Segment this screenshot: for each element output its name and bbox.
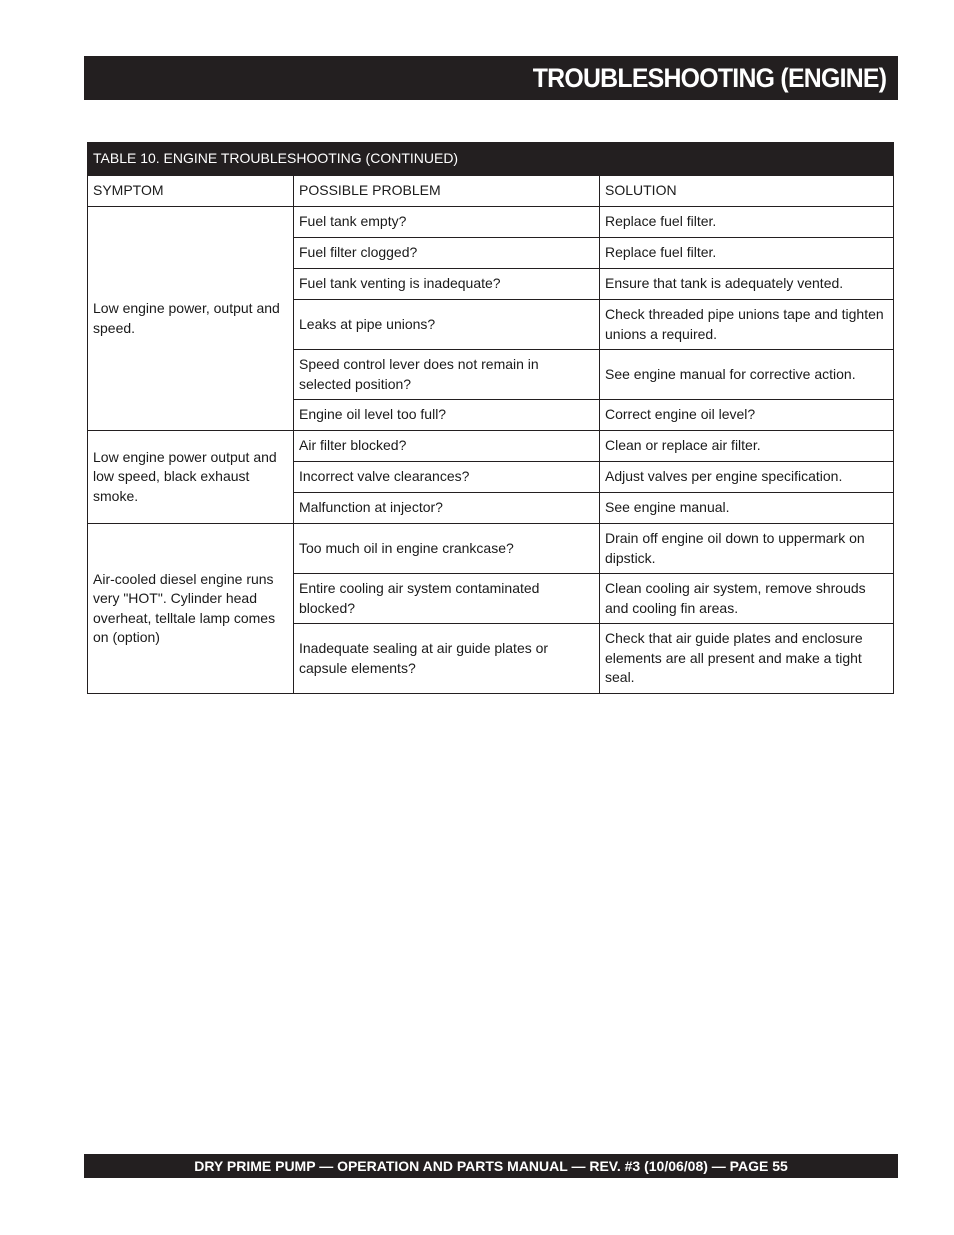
- table-row: [88, 207, 894, 238]
- table-caption: TABLE 10. ENGINE TROUBLESHOOTING (CONTINUED): [88, 143, 894, 176]
- solution-cell: See engine manual.: [600, 493, 894, 524]
- problem-cell: Too much oil in engine crankcase?: [294, 524, 600, 574]
- column-header-solution: SOLUTION: [600, 176, 894, 207]
- solution-cell: Clean cooling air system, remove shrouds and cooling fin areas.: [600, 574, 894, 624]
- table-row: [88, 431, 894, 462]
- problem-cell: Fuel filter clogged?: [294, 238, 600, 269]
- footer-text: DRY PRIME PUMP — OPERATION AND PARTS MANUAL — REV. #3 (10/06/08) — PAGE 55: [194, 1158, 788, 1174]
- solution-cell: Ensure that tank is adequately vented.: [600, 269, 894, 300]
- symptom-cell: Low engine power, output and speed.: [88, 207, 294, 431]
- problem-cell: Fuel tank empty?: [294, 207, 600, 238]
- problem-cell: Entire cooling air system contaminated blocked?: [294, 574, 600, 624]
- solution-cell: Adjust valves per engine specification.: [600, 462, 894, 493]
- solution-cell: Check that air guide plates and enclosure elements are all present and make a tight seal.: [600, 624, 894, 694]
- problem-cell: Engine oil level too full?: [294, 400, 600, 431]
- problem-cell: Malfunction at injector?: [294, 493, 600, 524]
- problem-cell: Speed control lever does not remain in selected position?: [294, 350, 600, 400]
- page-title-bar: [84, 56, 898, 100]
- problem-cell: Fuel tank venting is inadequate?: [294, 269, 600, 300]
- symptom-cell: Air-cooled diesel engine runs very "HOT". Cylinder head overheat, telltale lamp comes on (option): [88, 524, 294, 694]
- page-title: TROUBLESHOOTING (ENGINE): [532, 62, 886, 93]
- column-header-possible-problem: POSSIBLE PROBLEM: [294, 176, 600, 207]
- solution-cell: Check threaded pipe unions tape and tighten unions a required.: [600, 300, 894, 350]
- solution-cell: Replace fuel filter.: [600, 238, 894, 269]
- problem-cell: Leaks at pipe unions?: [294, 300, 600, 350]
- solution-cell: Replace fuel filter.: [600, 207, 894, 238]
- troubleshooting-table: [87, 142, 894, 694]
- page-footer: [84, 1154, 898, 1178]
- solution-cell: Correct engine oil level?: [600, 400, 894, 431]
- problem-cell: Air filter blocked?: [294, 431, 600, 462]
- solution-cell: See engine manual for corrective action.: [600, 350, 894, 400]
- symptom-cell: Low engine power output and low speed, black exhaust smoke.: [88, 431, 294, 524]
- solution-cell: Clean or replace air filter.: [600, 431, 894, 462]
- problem-cell: Inadequate sealing at air guide plates or capsule elements?: [294, 624, 600, 694]
- table-row: [88, 524, 894, 574]
- column-header-symptom: SYMPTOM: [88, 176, 294, 207]
- solution-cell: Drain off engine oil down to uppermark on dipstick.: [600, 524, 894, 574]
- problem-cell: Incorrect valve clearances?: [294, 462, 600, 493]
